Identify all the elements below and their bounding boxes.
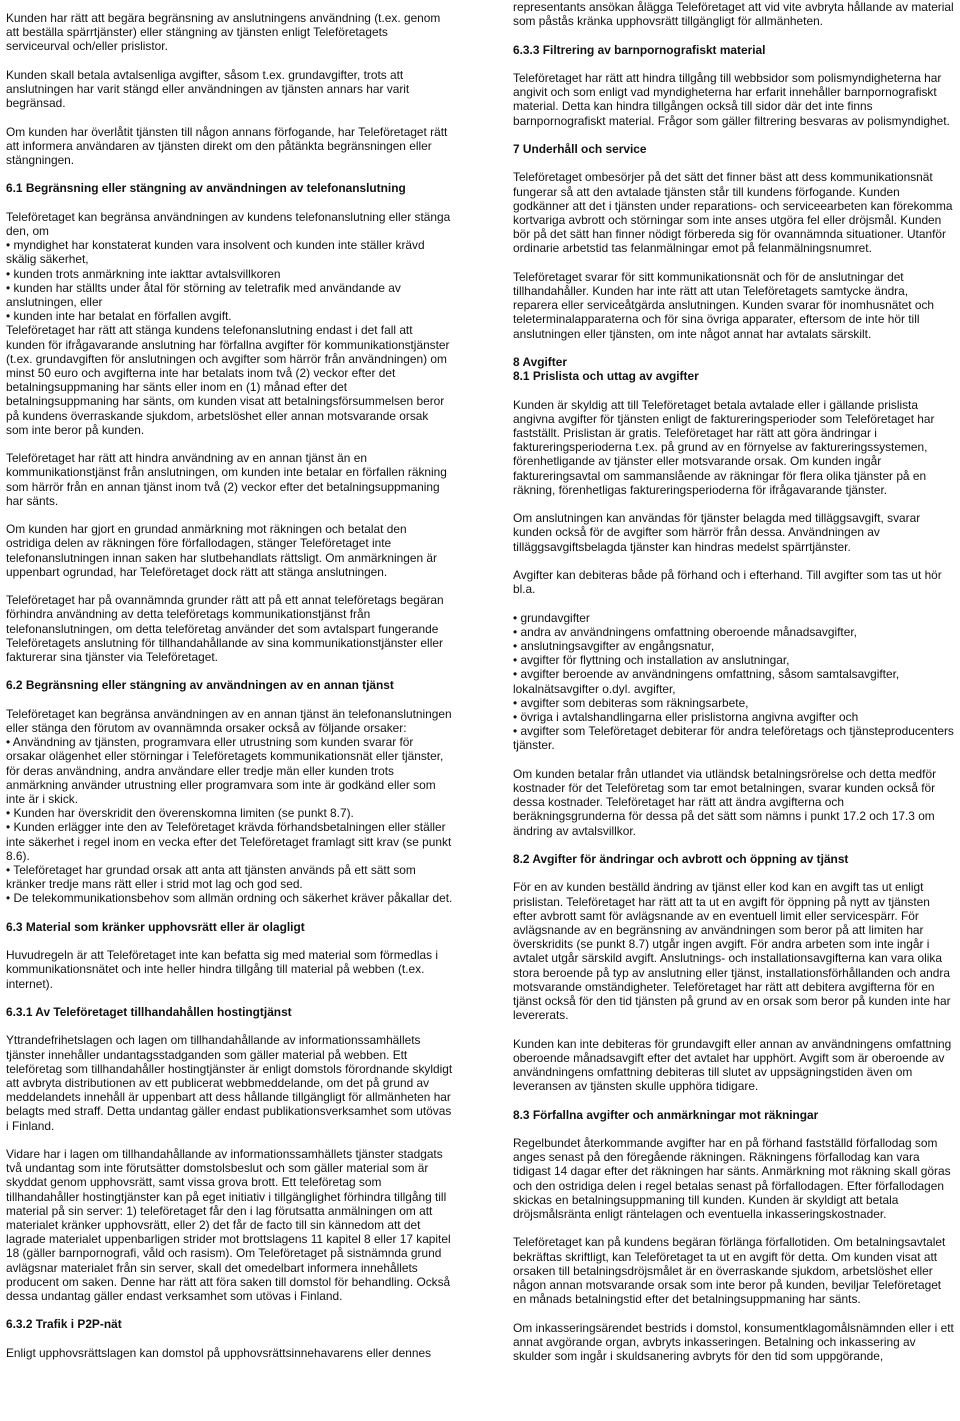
paragraph: För en av kunden beställd ändring av tjänst eller kod kan en avgift tas ut enligt prislistan. Teleföretaget har rätt att ta ut en avgift för öppning på nytt av tjänsten efter avbrott samt för avlägsnande av en eventuell limit eller servicespärr. För avlägsnande av en begränsning av användningen som beror på att limiten har överskridits (se punkt 8.7) utgår ingen avgift. För andra arbeten som inte ingår i avtalet utgår särskild avgift. Anslutnings- och installationsavgifterna kan vara olika stora beroende på typ av anslutning eller tjänst, installationsförhållanden och andra motsvarande omständigheter. Teleföretaget har rätt att debitera avgifterna för en tjänst också för den tid tjänsten på grund av en orsak som beror på kunden inte har levererats. xyxy=(513,880,951,1023)
list-item: • avgifter som debiteras som räkningsarbete, xyxy=(513,696,955,710)
list-item: • Användning av tjänsten, programvara eller utrustning som kunden svarar för orsakar olägenhet eller störningar i Teleföretagets kommunikationsnät eller tjänster, för deras användning, andra användare eller tredje män eller kunden trots anmärkning använder utrustning eller programvara som inte är godkänd eller som inte är i skick. xyxy=(6,735,444,807)
left-text-top xyxy=(6,11,454,1360)
list-item: • myndighet har konstaterat kunden vara insolvent och kunden inte ställer krävd skälig säkerhet, xyxy=(6,238,454,266)
paragraph: Teleföretaget kan begränsa användningen av kundens telefonanslutning eller stänga den, om xyxy=(6,209,451,238)
paragraph: Teleföretaget har rätt att hindra användning av en annan tjänst än en kommunikationstjänst från anslutningen, om kunden inte betalar en förfallen räkning som härrör från en annan tjänst inom två (2) veckor efter det betalningsuppmaning har sänts. xyxy=(6,451,447,508)
section-heading-8-1: 8.1 Prislista och uttag av avgifter xyxy=(513,369,699,384)
paragraph: Yttrandefrihetslagen och lagen om tillhandahållande av informationssamhällets tjänster innehåller undantagsstadganden som gäller material på webben. Ett teleföretag som tillhandahåller hostingtjänster är enligt domstols förordnande skyldigt att avbryta distributionen av ett publicerat webbmeddelande, om det på grund av meddelandets innehåll är uppenbart att dess hållande tillgängligt för allmänheten har belagts med straff. Detta undantag gäller endast publikationsverksamhet som utövas i Finland. xyxy=(6,1033,453,1133)
list-item: • övriga i avtalshandlingarna eller prislistorna angivna avgifter och xyxy=(513,710,955,724)
paragraph: Enligt upphovsrättslagen kan domstol på upphovsrättsinnehavarens eller dennes xyxy=(6,1345,432,1360)
paragraph: Om anslutningen kan användas för tjänster belagda med tilläggsavgift, svarar kunden också för de avgifter som härrör från dessa. Användningen av tilläggsavgiftsbelagda tjänster kan hindras medelst spärrtjänster. xyxy=(513,511,921,554)
paragraph: Regelbundet återkommande avgifter har en på förhand fastställd förfallodag som anges senast på den föregående räkningen. Räkningens förfallodag kan vara tidigast 14 dagar efter det räkningen har sänts. Anmärkning mot räkning skall göras och den ostridiga delen i regel betalas senast på förfallodagen. Efter förfallodagen skickas en betalningsuppmaning till kunden. Kunden är skyldigt att betala dröjsmålsränta enligt räntelagen och eventuella inkasseringskostnader. xyxy=(513,1136,951,1222)
paragraph: Kunden kan inte debiteras för grundavgift eller annan av användningens omfattning oberoende månadsavgift efter det avtalet har upphört. Avgift som är oberoende av användningens omfattning debiteras till slutet av uppsägningstiden även om leveransen av tjänsten skulle upphöra tidigare. xyxy=(513,1036,952,1094)
paragraph: Teleföretaget har på ovannämnda grunder rätt att på ett annat teleföretags begäran förhindra användning av detta teleföretags kommunikationstjänst från telefonanslutningen, om detta teleföretag använder det som avtalspart fungerande Teleföretagets anslutning för tillhandahållande av sina kommunikationstjänster eller fakturerar sina tjänster via Teleföretaget. xyxy=(6,593,444,665)
section-heading-8: 8 Avgifter xyxy=(513,354,567,369)
paragraph: Teleföretaget svarar för sitt kommunikationsnät och för de anslutningar det tillhandahåller. Kunden har inte rätt att utan Teleföretagets samtycke ändra, reparera eller serviceåtgärda anslutningen. Kunden svarar för inomhusnätet och teleterminalapparaterna och för sina övriga apparater, eftersom de inte hör till anslutningen eller tjänsten, om inte något annat har avtalats särskilt. xyxy=(513,269,935,341)
list-item: • Teleföretaget har grundad orsak att anta att tjänsten används på ett sätt som kränker tredje mans rätt eller i strid mot lag och god sed. xyxy=(6,863,416,892)
list-item: • De telekommunikationsbehov som allmän ordning och säkerhet kräver påkallar det. xyxy=(6,891,453,906)
paragraph: Vidare har i lagen om tillhandahållande av informationssamhällets tjänster stadgats två undantag som inte förutsätter domstolsbeslut och som gäller material som är skyddat genom upphovsrätt, samt vissa grova brott. Ett teleföretag som tillhandahåller hostingtjänster kan på eget initiativ i tillgänglighet förhindra tillgång till material på sin server: 1) teleföretaget får den i lag förutsatta anmälningen om att materialet kränker upphovsrätt, eller 2) det får de facto till sin kännedom att det lagrade materialet uppenbarligen strider mot brottslagens 11 kapitel 8 eller 17 kapitel 18 (gäller barnpornografi, våld och rasism). Om Teleföretaget på sistnämnda grund avlägsnar materialet från sin server, skall det omedelbart informera innehållets producent om saken. Denne har rätt att föra saken till domstol för behandling. Också dessa undantag gäller endast verksamhet som utövas i Finland. xyxy=(6,1147,451,1304)
list-item: • andra av användningens omfattning oberoende månadsavgifter, xyxy=(513,625,955,639)
fee-list xyxy=(513,611,955,753)
paragraph: Teleföretaget har rätt att hindra tillgång till webbsidor som polismyndigheterna har angivit och som enligt vad myndigheterna har erfarit innehåller barnpornografiskt material. Detta kan hindra tillgången också till sidor där det inte finns barnpornografiskt material. Frågor som gäller filtrering besvaras av polismyndighet. xyxy=(513,70,950,128)
paragraph: Huvudregeln är att Teleföretaget inte kan befatta sig med material som förmedlas i kommunikationsnätet och inte heller hindra tillgång till material på webben (t.ex. internet). xyxy=(6,948,439,991)
list-item: • grundavgifter xyxy=(513,611,955,625)
right-text xyxy=(513,0,955,1363)
paragraph: Om kunden betalar från utlandet via utländsk betalningsrörelse och detta medför kostnader för det Teleföretag som tar emot betalningen, svarar kunden också för dessa kostnader. Teleföretaget har rätt att ändra avgifterna och beräkningsgrunderna för dessa på det sätt som nämns i punkt 17.2 och 17.3 om ändring av avtalsvillkor. xyxy=(513,766,937,838)
section-heading-8-2: 8.2 Avgifter för ändringar och avbrott och öppning av tjänst xyxy=(513,852,849,866)
section-heading-7: 7 Underhåll och service xyxy=(513,141,647,156)
paragraph: Teleföretaget har rätt att stänga kundens telefonanslutning endast i det fall att kunden för ifrågavarande anslutning har förfallna avgifter för kommunikationstjänster (t.ex. grundavgiften för anslutningen och avgifter som härrör från användningen) om minst 50 euro och avgifterna inte har betalats inom två (2) veckor efter det betalningsuppmaning har sänts eller inom en (1) månad efter det betalningsuppmaning har sänts, om kunden visat att betalningsförsummelsen beror på kundens överraskande sjukdom, arbetslöshet eller annan motsvarande orsak som inte beror på kunden. xyxy=(6,323,450,437)
paragraph: Om kunden har gjort en grundad anmärkning mot räkningen och betalat den ostridiga delen av räkningen före förfallodagen, stänger Teleföretaget inte telefonanslutningen innan saken har slutbehandlats rättsligt. Om anmärkningen är uppenbart ogrundad, har Teleföretaget dock rätt att stänga anslutningen. xyxy=(6,522,437,579)
section-heading-6-3-2: 6.3.2 Trafik i P2P-nät xyxy=(6,1317,122,1332)
paragraph: Teleföretaget kan begränsa användningen av en annan tjänst än telefonanslutningen eller stänga den förutom av ovannämnda orsaker också av följande orsaker: xyxy=(6,706,452,736)
list-item: • avgifter som Teleföretaget debiterar för andra teleföretags och tjänsteproducenters tjänster. xyxy=(513,724,955,752)
section-heading-6-3-3: 6.3.3 Filtrering av barnpornografiskt material xyxy=(513,42,766,57)
list-item: • kunden har ställts under åtal för störning av teletrafik med användande av anslutningen, eller xyxy=(6,281,454,309)
list-item: • anslutningsavgifter av engångsnatur, xyxy=(513,639,955,653)
list-item: • avgifter beroende av användningens omfattning, såsom samtalsavgifter, lokalnätsavgifter o.dyl. avgifter, xyxy=(513,667,955,695)
paragraph: Om inkasseringsärendet bestrids i domstol, konsumentklagomålsnämnden eller i ett annat avgörande organ, avbryts inkasseringen. Betalning och inkassering av skulder som ingår i skuldsanering avbryts för den tid som uppgörande, xyxy=(513,1320,954,1364)
paragraph: Kunden skall betala avtalsenliga avgifter, såsom t.ex. grundavgifter, trots att anslutningen har varit stängd eller användningen av tjänsten annars har varit begränsad. xyxy=(6,67,410,111)
list-item: • kunden inte har betalat en förfallen avgift. xyxy=(6,309,454,323)
paragraph: Avgifter kan debiteras både på förhand och i efterhand. Till avgifter som tas ut hör bl.a. xyxy=(513,567,942,597)
paragraph: Teleföretaget ombesörjer på det sätt det finner bäst att dess kommunikationsnät fungerar så att den avtalade tjänsten står till kundens förfogande. Kunden godkänner att det i tjänsten under reparations- och serviceearbeten kan förekomma kortvariga avbrott och störningar som inte anses utgöra fel eller dröjsmål. Kunden bör på det sätt han finner nödigt förbereda sig för ovannämnda situationer. Utanför ordinarie arbetstid tas felanmälningar emot på felanmälningsnumret. xyxy=(513,170,953,256)
section-heading-8-3: 8.3 Förfallna avgifter och anmärkningar mot räkningar xyxy=(513,1107,819,1122)
list-item: • kunden trots anmärkning inte iakttar avtalsvillkoren xyxy=(6,267,454,281)
bullet-list xyxy=(6,238,454,323)
paragraph: Kunden är skyldig att till Teleföretaget betala avtalade eller i gällande prislista angivna avgifter för tjänsten enligt de faktureringsperioder som Teleföretaget har fastställt. Prislistan är gratis. Teleföretaget har rätt att göra ändringar i faktureringsperioderna t.ex. på grund av en förnyelse av faktureringssystemen, förenhetligande av tjänster eller motsvarande orsak. Om kunden ingår faktureringsavtal om sammanslående av räkningar för flera olika tjänster på en räkning, förenhetligas faktureringsperioderna för ifrågavarande tjänster. xyxy=(513,397,935,497)
section-heading-6-1: 6.1 Begränsning eller stängning av användningen av telefonanslutning xyxy=(6,181,406,196)
list-item: • Kunden har överskridit den överenskomna limiten (se punkt 8.7). xyxy=(6,806,354,821)
section-heading-6-3: 6.3 Material som kränker upphovsrätt eller är olagligt xyxy=(6,919,305,934)
section-heading-6-2: 6.2 Begränsning eller stängning av användningen av en annan tjänst xyxy=(6,678,394,693)
list-item: • avgifter för flyttning och installation av anslutningar, xyxy=(513,653,955,667)
paragraph: Kunden har rätt att begära begränsning av anslutningens användning (t.ex. genom att beställa spärrtjänster) eller stängning av tjänsten enligt Teleföretagets serviceurval och/eller prislistor. xyxy=(6,11,441,54)
list-item: • Kunden erlägger inte den av Teleföretaget krävda förhandsbetalningen eller ställer inte säkerhet i regel inom en vecka efter det Teleföretaget framlagt sitt krav (se punkt 8.6). xyxy=(6,820,452,863)
paragraph: Om kunden har överlåtit tjänsten till någon annans förfogande, har Teleföretaget rätt att informera användaren av tjänsten direkt om den påtänkta begränsningen eller stängningen. xyxy=(6,124,448,167)
section-heading-6-3-1: 6.3.1 Av Teleföretaget tillhandahållen hostingtjänst xyxy=(6,1005,292,1020)
paragraph: Teleföretaget kan på kundens begäran förlänga förfallotiden. Om betalningsavtalet bekräftas skriftligt, kan Teleföretaget ta ut en avgift för detta. Om kunden visat att orsaken till betalningsdröjsmålet är en överraskande sjukdom, arbetslöshet eller någon annan motsvarande orsak som inte beror på kunden, beviljar Teleföretaget en månads betalningstid efter det betalningsuppmaning har sänts. xyxy=(513,1235,946,1307)
paragraph: representants ansökan ålägga Teleföretaget att vid vite avbryta hållande av material som påstås kränka upphovsrätt tillgängligt för allmänheten. xyxy=(513,0,954,29)
